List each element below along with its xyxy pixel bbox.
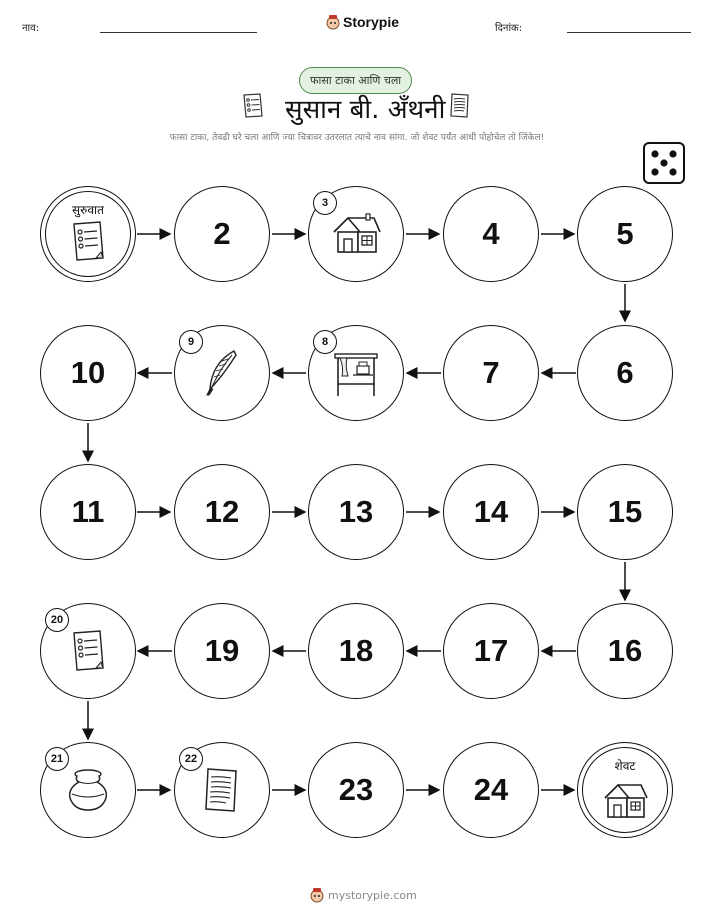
square-number: 6 (616, 355, 634, 390)
page-title: सुसान बी. अँथनी (285, 95, 446, 125)
checklist-icon (68, 220, 108, 264)
square-number: 10 (70, 355, 106, 390)
square-number: 14 (473, 494, 509, 529)
quill-icon (202, 349, 242, 397)
square-number: 4 (482, 216, 500, 251)
board-square-22[interactable] (174, 742, 270, 838)
square-number-badge: 8 (313, 330, 337, 354)
board-square-21[interactable] (40, 742, 136, 838)
square-number: 15 (607, 494, 643, 529)
board-square-15[interactable] (577, 464, 673, 560)
start-label: सुरुवात (72, 203, 104, 217)
board-square-8[interactable] (308, 325, 404, 421)
footer (310, 887, 417, 903)
board-square-2[interactable] (174, 186, 270, 282)
game-type-pill: फासा टाका आणि चला (299, 67, 412, 94)
board-square-6[interactable] (577, 325, 673, 421)
square-number: 23 (338, 772, 374, 807)
brand-name: Storypie (343, 14, 400, 30)
board-square-13[interactable] (308, 464, 404, 560)
square-number-badge: 9 (179, 330, 203, 354)
square-number: 11 (71, 494, 105, 529)
square-number-badge: 20 (45, 608, 69, 632)
square-number: 12 (204, 494, 240, 529)
house-icon (330, 212, 382, 256)
board-square-18[interactable] (308, 603, 404, 699)
checklist-icon (68, 628, 108, 674)
square-number-badge: 22 (179, 747, 203, 771)
board-square-5[interactable] (577, 186, 673, 282)
square-number-badge: 3 (313, 191, 337, 215)
square-number: 17 (473, 633, 509, 668)
square-number: 2 (213, 216, 231, 251)
square-number: 16 (607, 633, 643, 668)
board-square-16[interactable] (577, 603, 673, 699)
instructions: फासा टाका, तेवढी घरे चला आणि ज्या चित्रावर उतरलात त्याचे नाव सांगा. जो शेवट पर्यंत आधी पोहोचेल तो जिंकेल! (169, 133, 545, 143)
square-number: 7 (482, 355, 500, 390)
board-square-14[interactable] (443, 464, 539, 560)
square-number: 5 (616, 216, 634, 251)
board-square-10[interactable] (40, 325, 136, 421)
square-number: 13 (338, 494, 374, 529)
square-number: 18 (338, 633, 374, 668)
board-square-3[interactable] (308, 186, 404, 282)
square-number: 19 (204, 633, 240, 668)
board-square-9[interactable] (174, 325, 270, 421)
desk-icon (333, 348, 379, 398)
document-icon (202, 766, 242, 814)
footer-site-link[interactable]: mystorypie.com (328, 888, 417, 902)
storypie-mascot-icon (310, 887, 324, 903)
board-square-20[interactable] (40, 603, 136, 699)
square-number: 24 (473, 772, 509, 807)
board-square-24[interactable] (443, 742, 539, 838)
house-icon (601, 780, 649, 820)
name-label: नाव: (22, 23, 40, 34)
finish-square[interactable] (577, 742, 673, 838)
board-square-7[interactable] (443, 325, 539, 421)
board-square-17[interactable] (443, 603, 539, 699)
board-square-19[interactable] (174, 603, 270, 699)
board-square-4[interactable] (443, 186, 539, 282)
square-number-badge: 21 (45, 747, 69, 771)
start-square[interactable] (40, 186, 136, 282)
board-square-12[interactable] (174, 464, 270, 560)
board-square-11[interactable] (40, 464, 136, 560)
finish-label: शेवट (614, 759, 636, 773)
pot-icon (65, 768, 111, 812)
board-square-23[interactable] (308, 742, 404, 838)
date-label: दिनांक: (495, 23, 523, 34)
